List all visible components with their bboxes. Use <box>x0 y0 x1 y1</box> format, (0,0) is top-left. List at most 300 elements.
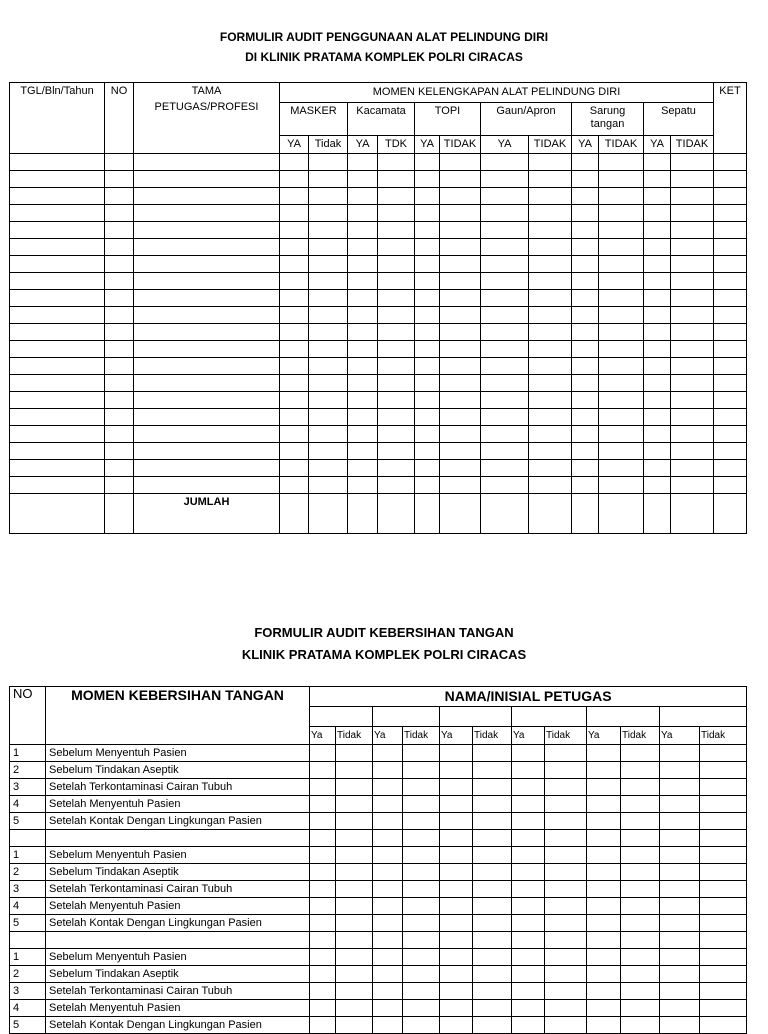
check-cell[interactable] <box>310 1017 336 1034</box>
entry-cell[interactable] <box>348 273 378 290</box>
entry-cell[interactable] <box>280 324 309 341</box>
entry-cell[interactable] <box>644 409 671 426</box>
entry-cell[interactable] <box>415 273 440 290</box>
check-cell[interactable] <box>587 898 621 915</box>
check-cell[interactable] <box>660 779 700 796</box>
entry-cell[interactable] <box>348 154 378 171</box>
entry-cell[interactable] <box>348 307 378 324</box>
check-cell[interactable] <box>440 983 473 1000</box>
entry-cell[interactable] <box>644 188 671 205</box>
total-cell[interactable] <box>671 494 714 534</box>
entry-cell[interactable] <box>671 188 714 205</box>
check-cell[interactable] <box>700 813 747 830</box>
entry-cell[interactable] <box>481 477 529 494</box>
entry-cell[interactable] <box>714 154 747 171</box>
entry-cell[interactable] <box>481 392 529 409</box>
check-cell[interactable] <box>403 847 440 864</box>
entry-cell[interactable] <box>644 392 671 409</box>
entry-cell[interactable] <box>529 392 572 409</box>
check-cell[interactable] <box>473 796 512 813</box>
entry-cell[interactable] <box>481 460 529 477</box>
entry-cell[interactable] <box>280 273 309 290</box>
entry-cell[interactable] <box>378 443 415 460</box>
check-cell[interactable] <box>512 881 545 898</box>
entry-cell[interactable] <box>105 273 134 290</box>
entry-cell[interactable] <box>572 358 599 375</box>
entry-cell[interactable] <box>529 154 572 171</box>
entry-cell[interactable] <box>714 290 747 307</box>
check-cell[interactable] <box>310 745 336 762</box>
entry-cell[interactable] <box>599 426 644 443</box>
entry-cell[interactable] <box>440 239 481 256</box>
entry-cell[interactable] <box>309 307 348 324</box>
check-cell[interactable] <box>440 779 473 796</box>
check-cell[interactable] <box>373 983 403 1000</box>
entry-cell[interactable] <box>134 392 280 409</box>
check-cell[interactable] <box>373 779 403 796</box>
check-cell[interactable] <box>587 779 621 796</box>
entry-cell[interactable] <box>644 307 671 324</box>
check-cell[interactable] <box>545 813 587 830</box>
check-cell[interactable] <box>440 813 473 830</box>
check-cell[interactable] <box>310 813 336 830</box>
entry-cell[interactable] <box>348 477 378 494</box>
entry-cell[interactable] <box>714 477 747 494</box>
check-cell[interactable] <box>700 966 747 983</box>
entry-cell[interactable] <box>134 409 280 426</box>
entry-cell[interactable] <box>529 256 572 273</box>
entry-cell[interactable] <box>671 409 714 426</box>
check-cell[interactable] <box>621 898 660 915</box>
check-cell[interactable] <box>621 915 660 932</box>
entry-cell[interactable] <box>599 154 644 171</box>
check-cell[interactable] <box>512 1000 545 1017</box>
entry-cell[interactable] <box>309 239 348 256</box>
entry-cell[interactable] <box>440 375 481 392</box>
entry-cell[interactable] <box>481 188 529 205</box>
entry-cell[interactable] <box>671 256 714 273</box>
check-cell[interactable] <box>587 813 621 830</box>
check-cell[interactable] <box>660 966 700 983</box>
entry-cell[interactable] <box>599 341 644 358</box>
entry-cell[interactable] <box>529 239 572 256</box>
entry-cell[interactable] <box>481 205 529 222</box>
entry-cell[interactable] <box>134 222 280 239</box>
entry-cell[interactable] <box>644 273 671 290</box>
entry-cell[interactable] <box>481 358 529 375</box>
entry-cell[interactable] <box>309 375 348 392</box>
check-cell[interactable] <box>473 966 512 983</box>
entry-cell[interactable] <box>378 171 415 188</box>
entry-cell[interactable] <box>415 341 440 358</box>
check-cell[interactable] <box>621 1017 660 1034</box>
check-cell[interactable] <box>621 745 660 762</box>
check-cell[interactable] <box>403 915 440 932</box>
entry-cell[interactable] <box>280 426 309 443</box>
entry-cell[interactable] <box>671 477 714 494</box>
check-cell[interactable] <box>660 898 700 915</box>
entry-cell[interactable] <box>440 290 481 307</box>
entry-cell[interactable] <box>529 222 572 239</box>
staff-name-cell[interactable] <box>587 707 660 727</box>
entry-cell[interactable] <box>529 205 572 222</box>
entry-cell[interactable] <box>671 443 714 460</box>
check-cell[interactable] <box>545 779 587 796</box>
entry-cell[interactable] <box>529 324 572 341</box>
check-cell[interactable] <box>310 949 336 966</box>
check-cell[interactable] <box>660 813 700 830</box>
entry-cell[interactable] <box>440 392 481 409</box>
entry-cell[interactable] <box>134 341 280 358</box>
entry-cell[interactable] <box>105 409 134 426</box>
entry-cell[interactable] <box>348 375 378 392</box>
entry-cell[interactable] <box>572 154 599 171</box>
check-cell[interactable] <box>660 796 700 813</box>
check-cell[interactable] <box>621 864 660 881</box>
check-cell[interactable] <box>700 881 747 898</box>
entry-cell[interactable] <box>378 222 415 239</box>
entry-cell[interactable] <box>599 239 644 256</box>
check-cell[interactable] <box>545 745 587 762</box>
check-cell[interactable] <box>700 915 747 932</box>
check-cell[interactable] <box>310 864 336 881</box>
entry-cell[interactable] <box>10 375 105 392</box>
staff-name-cell[interactable] <box>660 707 747 727</box>
entry-cell[interactable] <box>134 188 280 205</box>
check-cell[interactable] <box>587 949 621 966</box>
entry-cell[interactable] <box>529 171 572 188</box>
entry-cell[interactable] <box>599 460 644 477</box>
entry-cell[interactable] <box>440 273 481 290</box>
check-cell[interactable] <box>403 881 440 898</box>
entry-cell[interactable] <box>134 256 280 273</box>
entry-cell[interactable] <box>105 460 134 477</box>
check-cell[interactable] <box>440 898 473 915</box>
entry-cell[interactable] <box>671 426 714 443</box>
entry-cell[interactable] <box>572 222 599 239</box>
entry-cell[interactable] <box>280 341 309 358</box>
check-cell[interactable] <box>660 1000 700 1017</box>
entry-cell[interactable] <box>105 171 134 188</box>
entry-cell[interactable] <box>572 426 599 443</box>
entry-cell[interactable] <box>280 239 309 256</box>
check-cell[interactable] <box>473 949 512 966</box>
total-cell[interactable] <box>348 494 378 534</box>
check-cell[interactable] <box>621 762 660 779</box>
check-cell[interactable] <box>587 1000 621 1017</box>
entry-cell[interactable] <box>440 409 481 426</box>
check-cell[interactable] <box>587 847 621 864</box>
check-cell[interactable] <box>336 796 373 813</box>
check-cell[interactable] <box>473 1017 512 1034</box>
entry-cell[interactable] <box>714 273 747 290</box>
entry-cell[interactable] <box>309 443 348 460</box>
entry-cell[interactable] <box>105 375 134 392</box>
entry-cell[interactable] <box>481 341 529 358</box>
entry-cell[interactable] <box>714 409 747 426</box>
entry-cell[interactable] <box>415 188 440 205</box>
entry-cell[interactable] <box>105 256 134 273</box>
entry-cell[interactable] <box>714 426 747 443</box>
entry-cell[interactable] <box>415 154 440 171</box>
check-cell[interactable] <box>336 1000 373 1017</box>
entry-cell[interactable] <box>134 477 280 494</box>
entry-cell[interactable] <box>671 460 714 477</box>
check-cell[interactable] <box>440 881 473 898</box>
entry-cell[interactable] <box>415 392 440 409</box>
entry-cell[interactable] <box>714 171 747 188</box>
entry-cell[interactable] <box>134 154 280 171</box>
entry-cell[interactable] <box>280 358 309 375</box>
check-cell[interactable] <box>403 1017 440 1034</box>
check-cell[interactable] <box>310 983 336 1000</box>
entry-cell[interactable] <box>671 392 714 409</box>
entry-cell[interactable] <box>671 171 714 188</box>
entry-cell[interactable] <box>309 358 348 375</box>
entry-cell[interactable] <box>105 392 134 409</box>
entry-cell[interactable] <box>599 290 644 307</box>
entry-cell[interactable] <box>280 375 309 392</box>
entry-cell[interactable] <box>415 460 440 477</box>
check-cell[interactable] <box>545 966 587 983</box>
entry-cell[interactable] <box>481 443 529 460</box>
check-cell[interactable] <box>545 983 587 1000</box>
entry-cell[interactable] <box>644 477 671 494</box>
entry-cell[interactable] <box>348 239 378 256</box>
entry-cell[interactable] <box>440 341 481 358</box>
entry-cell[interactable] <box>572 290 599 307</box>
entry-cell[interactable] <box>10 290 105 307</box>
entry-cell[interactable] <box>134 358 280 375</box>
entry-cell[interactable] <box>529 188 572 205</box>
check-cell[interactable] <box>336 915 373 932</box>
entry-cell[interactable] <box>378 341 415 358</box>
entry-cell[interactable] <box>10 358 105 375</box>
entry-cell[interactable] <box>378 324 415 341</box>
entry-cell[interactable] <box>105 222 134 239</box>
entry-cell[interactable] <box>105 188 134 205</box>
total-cell[interactable] <box>309 494 348 534</box>
entry-cell[interactable] <box>348 341 378 358</box>
entry-cell[interactable] <box>481 426 529 443</box>
entry-cell[interactable] <box>280 409 309 426</box>
entry-cell[interactable] <box>599 256 644 273</box>
check-cell[interactable] <box>336 762 373 779</box>
entry-cell[interactable] <box>644 205 671 222</box>
entry-cell[interactable] <box>481 307 529 324</box>
entry-cell[interactable] <box>309 324 348 341</box>
entry-cell[interactable] <box>280 477 309 494</box>
entry-cell[interactable] <box>134 375 280 392</box>
entry-cell[interactable] <box>415 375 440 392</box>
entry-cell[interactable] <box>10 222 105 239</box>
entry-cell[interactable] <box>529 409 572 426</box>
entry-cell[interactable] <box>415 477 440 494</box>
entry-cell[interactable] <box>134 307 280 324</box>
entry-cell[interactable] <box>572 409 599 426</box>
entry-cell[interactable] <box>10 307 105 324</box>
check-cell[interactable] <box>403 1000 440 1017</box>
entry-cell[interactable] <box>10 273 105 290</box>
entry-cell[interactable] <box>644 239 671 256</box>
entry-cell[interactable] <box>348 460 378 477</box>
check-cell[interactable] <box>621 813 660 830</box>
check-cell[interactable] <box>310 1000 336 1017</box>
check-cell[interactable] <box>440 949 473 966</box>
total-cell[interactable] <box>415 494 440 534</box>
check-cell[interactable] <box>473 915 512 932</box>
check-cell[interactable] <box>545 796 587 813</box>
entry-cell[interactable] <box>644 460 671 477</box>
check-cell[interactable] <box>587 881 621 898</box>
check-cell[interactable] <box>660 1017 700 1034</box>
check-cell[interactable] <box>310 847 336 864</box>
entry-cell[interactable] <box>714 307 747 324</box>
check-cell[interactable] <box>403 983 440 1000</box>
entry-cell[interactable] <box>134 273 280 290</box>
entry-cell[interactable] <box>529 290 572 307</box>
entry-cell[interactable] <box>599 222 644 239</box>
entry-cell[interactable] <box>105 426 134 443</box>
check-cell[interactable] <box>336 864 373 881</box>
entry-cell[interactable] <box>105 477 134 494</box>
check-cell[interactable] <box>310 779 336 796</box>
entry-cell[interactable] <box>348 358 378 375</box>
check-cell[interactable] <box>403 745 440 762</box>
entry-cell[interactable] <box>378 392 415 409</box>
entry-cell[interactable] <box>572 460 599 477</box>
check-cell[interactable] <box>660 949 700 966</box>
entry-cell[interactable] <box>10 239 105 256</box>
entry-cell[interactable] <box>481 222 529 239</box>
check-cell[interactable] <box>700 864 747 881</box>
entry-cell[interactable] <box>714 443 747 460</box>
entry-cell[interactable] <box>378 239 415 256</box>
check-cell[interactable] <box>587 966 621 983</box>
entry-cell[interactable] <box>644 324 671 341</box>
check-cell[interactable] <box>545 949 587 966</box>
entry-cell[interactable] <box>572 205 599 222</box>
entry-cell[interactable] <box>378 358 415 375</box>
entry-cell[interactable] <box>134 171 280 188</box>
check-cell[interactable] <box>336 745 373 762</box>
check-cell[interactable] <box>700 949 747 966</box>
check-cell[interactable] <box>310 881 336 898</box>
entry-cell[interactable] <box>440 188 481 205</box>
total-cell[interactable] <box>529 494 572 534</box>
entry-cell[interactable] <box>529 477 572 494</box>
check-cell[interactable] <box>373 1000 403 1017</box>
entry-cell[interactable] <box>280 256 309 273</box>
entry-cell[interactable] <box>378 409 415 426</box>
check-cell[interactable] <box>700 796 747 813</box>
check-cell[interactable] <box>373 949 403 966</box>
entry-cell[interactable] <box>105 154 134 171</box>
check-cell[interactable] <box>310 898 336 915</box>
entry-cell[interactable] <box>714 375 747 392</box>
entry-cell[interactable] <box>440 358 481 375</box>
entry-cell[interactable] <box>309 222 348 239</box>
check-cell[interactable] <box>545 915 587 932</box>
entry-cell[interactable] <box>134 426 280 443</box>
entry-cell[interactable] <box>415 171 440 188</box>
check-cell[interactable] <box>473 762 512 779</box>
entry-cell[interactable] <box>572 392 599 409</box>
entry-cell[interactable] <box>10 443 105 460</box>
entry-cell[interactable] <box>714 460 747 477</box>
check-cell[interactable] <box>310 966 336 983</box>
entry-cell[interactable] <box>671 341 714 358</box>
entry-cell[interactable] <box>572 477 599 494</box>
check-cell[interactable] <box>545 762 587 779</box>
check-cell[interactable] <box>587 745 621 762</box>
entry-cell[interactable] <box>529 341 572 358</box>
entry-cell[interactable] <box>378 477 415 494</box>
entry-cell[interactable] <box>105 290 134 307</box>
check-cell[interactable] <box>403 813 440 830</box>
total-cell[interactable] <box>714 494 747 534</box>
entry-cell[interactable] <box>529 307 572 324</box>
entry-cell[interactable] <box>105 239 134 256</box>
total-cell[interactable] <box>440 494 481 534</box>
entry-cell[interactable] <box>415 426 440 443</box>
entry-cell[interactable] <box>309 188 348 205</box>
entry-cell[interactable] <box>671 307 714 324</box>
entry-cell[interactable] <box>644 154 671 171</box>
entry-cell[interactable] <box>599 307 644 324</box>
entry-cell[interactable] <box>378 426 415 443</box>
entry-cell[interactable] <box>348 171 378 188</box>
entry-cell[interactable] <box>309 273 348 290</box>
check-cell[interactable] <box>373 898 403 915</box>
entry-cell[interactable] <box>10 341 105 358</box>
entry-cell[interactable] <box>10 426 105 443</box>
check-cell[interactable] <box>621 949 660 966</box>
check-cell[interactable] <box>512 762 545 779</box>
check-cell[interactable] <box>373 966 403 983</box>
check-cell[interactable] <box>403 898 440 915</box>
entry-cell[interactable] <box>572 273 599 290</box>
entry-cell[interactable] <box>644 426 671 443</box>
check-cell[interactable] <box>660 881 700 898</box>
entry-cell[interactable] <box>134 239 280 256</box>
check-cell[interactable] <box>336 881 373 898</box>
entry-cell[interactable] <box>599 443 644 460</box>
entry-cell[interactable] <box>529 375 572 392</box>
entry-cell[interactable] <box>10 392 105 409</box>
entry-cell[interactable] <box>714 256 747 273</box>
check-cell[interactable] <box>473 864 512 881</box>
check-cell[interactable] <box>336 847 373 864</box>
check-cell[interactable] <box>403 779 440 796</box>
entry-cell[interactable] <box>348 256 378 273</box>
entry-cell[interactable] <box>671 205 714 222</box>
entry-cell[interactable] <box>415 256 440 273</box>
entry-cell[interactable] <box>529 460 572 477</box>
entry-cell[interactable] <box>134 460 280 477</box>
check-cell[interactable] <box>545 1000 587 1017</box>
check-cell[interactable] <box>700 1017 747 1034</box>
entry-cell[interactable] <box>105 324 134 341</box>
check-cell[interactable] <box>700 898 747 915</box>
entry-cell[interactable] <box>440 205 481 222</box>
check-cell[interactable] <box>512 745 545 762</box>
check-cell[interactable] <box>700 1000 747 1017</box>
entry-cell[interactable] <box>599 477 644 494</box>
entry-cell[interactable] <box>378 154 415 171</box>
check-cell[interactable] <box>621 779 660 796</box>
entry-cell[interactable] <box>10 409 105 426</box>
